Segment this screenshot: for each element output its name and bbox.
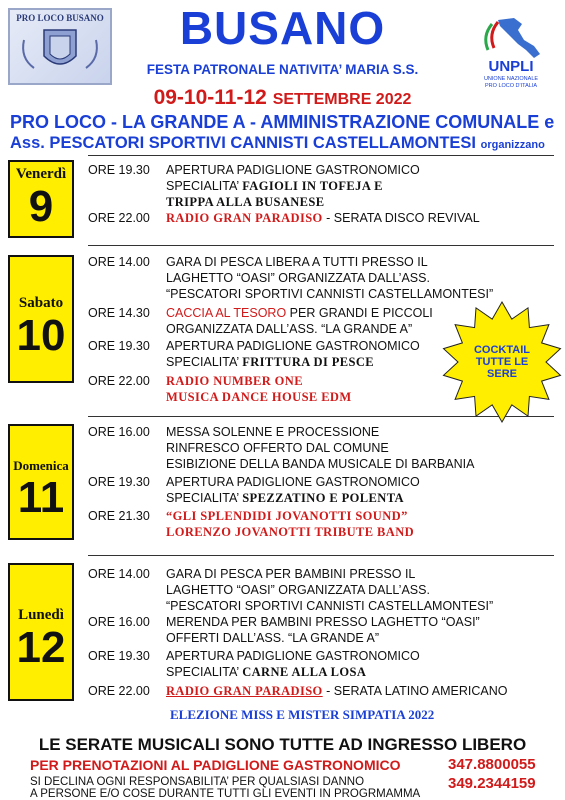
event-special: TRIPPA ALLA BUSANESE	[166, 195, 325, 209]
page-title: BUSANO	[179, 2, 386, 54]
unpli-sub1: UNIONE NAZIONALE	[483, 76, 539, 82]
event-text: APERTURA PADIGLIONE GASTRONOMICO	[166, 475, 420, 489]
event-time: ORE 19.30	[88, 339, 150, 353]
event-special: MUSICA DANCE HOUSE EDM	[166, 390, 352, 404]
event-text: “PESCATORI SPORTIVI CANNISTI CASTELLAMONTESI”	[166, 287, 494, 301]
event-text: “PESCATORI SPORTIVI CANNISTI CASTELLAMONTESI”	[166, 599, 494, 613]
day-name: Domenica	[13, 458, 69, 473]
event-time: ORE 19.30	[88, 475, 150, 489]
event-time: ORE 14.30	[88, 306, 150, 320]
day-box-saturday	[8, 255, 74, 383]
event-text: PER GRANDI E PICCOLI	[289, 306, 433, 320]
event-special: RADIO GRAN PARADISO	[166, 684, 323, 698]
disclaimer	[30, 776, 420, 800]
event-time: ORE 22.00	[88, 684, 150, 698]
event-special: LORENZO JOVANOTTI TRIBUTE BAND	[166, 525, 415, 539]
event-text: LAGHETTO “OASI” ORGANIZZATA DALL’ASS.	[166, 583, 430, 597]
cocktail-line2: TUTTE LE	[475, 356, 529, 368]
event-row	[88, 210, 480, 226]
phone-number-1: 347.8800055	[448, 756, 536, 773]
festival-subtitle: FESTA PATRONALE NATIVITA’ MARIA S.S.	[146, 62, 419, 77]
event-row	[88, 566, 493, 614]
unpli-sub2: PRO LOCO D'ITALIA	[485, 83, 537, 89]
dates-month: SETTEMBRE 2022	[272, 91, 412, 108]
event-row	[88, 373, 352, 405]
event-time: ORE 16.00	[88, 425, 150, 439]
event-time: ORE 14.00	[88, 255, 150, 269]
pro-loco-logo-text: PRO LOCO BUSANO	[16, 13, 104, 23]
day-box-sunday	[8, 424, 74, 540]
event-time: ORE 19.30	[88, 163, 150, 177]
cocktail-starburst	[440, 300, 564, 424]
event-special: CACCIA AL TESORO	[166, 306, 287, 320]
event-special: “GLI SPLENDIDI JOVANOTTI SOUND”	[166, 509, 408, 523]
event-text: MERENDA PER BAMBINI PRESSO LAGHETTO “OASI”	[166, 615, 480, 629]
event-text: MESSA SOLENNE E PROCESSIONE	[166, 425, 380, 439]
event-text: APERTURA PADIGLIONE GASTRONOMICO	[166, 649, 420, 663]
event-special: RADIO NUMBER ONE	[166, 374, 303, 388]
event-text: ORGANIZZATA DALL’ASS. “LA GRANDE A”	[166, 322, 413, 336]
event-text: APERTURA PADIGLIONE GASTRONOMICO	[166, 339, 420, 353]
event-row	[88, 424, 474, 472]
event-special: FRITTURA DI PESCE	[242, 355, 375, 369]
cocktail-line3: SERE	[487, 368, 517, 380]
day-number: 9	[28, 182, 54, 231]
event-row	[88, 162, 420, 210]
event-row	[88, 648, 420, 680]
day-box-friday	[8, 160, 74, 238]
event-special: FAGIOLI IN TOFEJA E	[242, 179, 383, 193]
miss-mister-note: ELEZIONE MISS E MISTER SIMPATIA 2022	[170, 707, 435, 722]
event-text: OFFERTI DALL’ASS. “LA GRANDE A”	[166, 631, 380, 645]
event-time: ORE 19.30	[88, 649, 150, 663]
event-prefix: SPECIALITA’	[166, 355, 239, 369]
event-time: ORE 22.00	[88, 211, 150, 225]
organizers-line2-text: Ass. PESCATORI SPORTIVI CANNISTI CASTELLAMONTESI	[10, 134, 477, 152]
event-row	[88, 508, 414, 540]
event-prefix: SPECIALITA’	[166, 491, 239, 505]
organizers-line1: PRO LOCO - LA GRANDE A - AMMINISTRAZIONE COMUNALE e	[10, 112, 555, 132]
day-name: Venerdì	[15, 166, 67, 182]
event-text: - SERATA LATINO AMERICANO	[326, 684, 508, 698]
event-text: ESIBIZIONE DELLA BANDA MUSICALE DI BARBANIA	[166, 457, 475, 471]
separator	[88, 245, 554, 246]
cocktail-line1: COCKTAIL	[473, 344, 530, 356]
separator	[88, 555, 554, 556]
event-special: SPEZZATINO E POLENTA	[242, 491, 404, 505]
unpli-logo	[468, 14, 554, 90]
organizers-line2	[10, 134, 545, 153]
event-prefix: SPECIALITA’	[166, 665, 239, 679]
event-row	[88, 614, 480, 646]
event-prefix: SPECIALITA’	[166, 179, 239, 193]
event-row	[88, 338, 420, 370]
free-entry-notice: LE SERATE MUSICALI SONO TUTTE AD INGRESSO LIBERO	[38, 735, 527, 754]
event-text: LAGHETTO “OASI” ORGANIZZATA DALL’ASS.	[166, 271, 430, 285]
day-box-monday	[8, 563, 74, 701]
disclaimer-line1: SI DECLINA OGNI RESPONSABILITA’ PER QUALSIASI DANNO	[30, 776, 365, 788]
organizers-suffix: organizzano	[480, 139, 545, 151]
unpli-text: UNPLI	[488, 58, 534, 75]
event-text: GARA DI PESCA LIBERA A TUTTI PRESSO IL	[166, 255, 428, 269]
day-name: Lunedì	[18, 607, 64, 623]
event-time: ORE 22.00	[88, 374, 150, 388]
event-time: ORE 14.00	[88, 567, 150, 581]
day-name: Sabato	[18, 295, 64, 311]
event-time: ORE 21.30	[88, 509, 150, 523]
italy-map-icon	[468, 14, 554, 64]
separator	[88, 155, 554, 156]
event-text: GARA DI PESCA PER BAMBINI PRESSO IL	[166, 567, 416, 581]
disclaimer-line2: A PERSONE E/O COSE DURANTE TUTTI GLI EVENTI IN PROGRMAMMA	[30, 788, 421, 800]
event-row	[88, 254, 493, 302]
festival-dates	[0, 86, 565, 110]
day-number: 12	[16, 623, 66, 672]
day-number: 10	[16, 311, 66, 360]
event-special: CARNE ALLA LOSA	[242, 665, 367, 679]
event-row	[88, 683, 507, 699]
event-row	[88, 474, 420, 506]
event-special: RADIO GRAN PARADISO	[166, 211, 323, 225]
event-row	[88, 305, 433, 337]
booking-notice: PER PRENOTAZIONI AL PADIGLIONE GASTRONOMICO	[30, 757, 401, 773]
dates-numbers: 09-10-11-12	[153, 86, 267, 109]
event-text: RINFRESCO OFFERTO DAL COMUNE	[166, 441, 389, 455]
phone-number-2: 349.2344159	[448, 775, 536, 792]
event-time: ORE 16.00	[88, 615, 150, 629]
event-text: - SERATA DISCO REVIVAL	[326, 211, 480, 225]
day-number: 11	[17, 473, 65, 522]
event-text: APERTURA PADIGLIONE GASTRONOMICO	[166, 163, 420, 177]
